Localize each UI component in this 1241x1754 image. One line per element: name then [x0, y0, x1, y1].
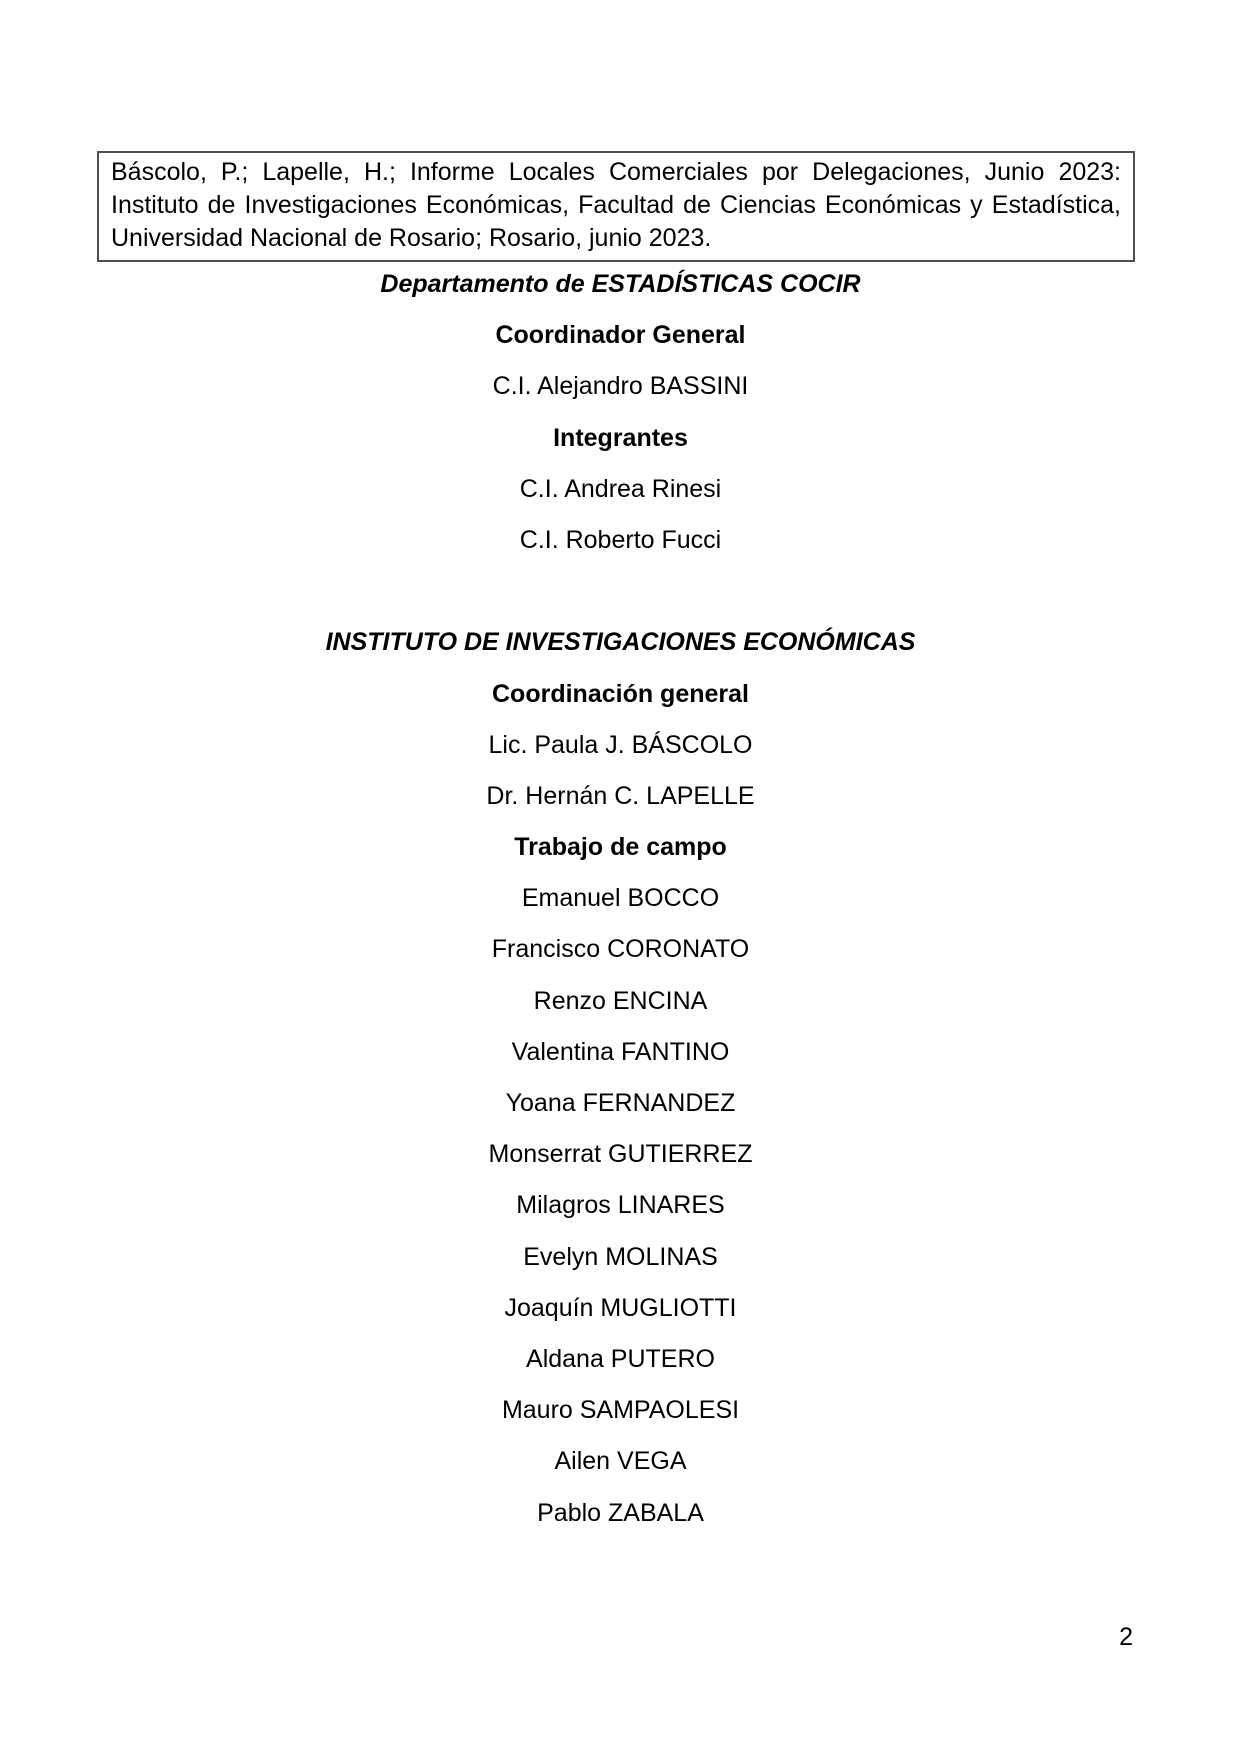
page-number: 2	[1119, 1623, 1133, 1651]
coordinator-general-heading: Coordinador General	[495, 321, 746, 350]
team-member-name: Evelyn MOLINAS	[523, 1242, 718, 1271]
member-name: C.I. Roberto Fucci	[519, 525, 722, 554]
institute-coordinator-name: Dr. Hernán C. LAPELLE	[486, 781, 755, 810]
trabajo-de-campo-heading: Trabajo de campo	[514, 833, 727, 862]
team-member-name: Mauro SAMPAOLESI	[501, 1396, 740, 1425]
team-member-name: Yoana FERNANDEZ	[505, 1089, 736, 1117]
member-name: C.I. Andrea Rinesi	[519, 474, 722, 503]
team-member-name: Aldana PUTERO	[526, 1344, 715, 1373]
team-member-name: Monserrat GUTIERREZ	[488, 1140, 753, 1169]
team-member-name: Milagros LINARES	[516, 1191, 725, 1220]
team-member-name: Valentina FANTINO	[511, 1037, 730, 1066]
document-body	[0, 259, 1241, 1539]
team-member-name: Francisco CORONATO	[491, 935, 750, 964]
department-title: Departamento de ESTADÍSTICAS COCIR	[380, 270, 861, 298]
blank-line	[0, 566, 1241, 617]
citation-box	[97, 151, 1135, 262]
team-member-name: Renzo ENCINA	[533, 986, 708, 1015]
team-member-name: Emanuel BOCCO	[521, 884, 720, 913]
coordinator-general-name: C.I. Alejandro BASSINI	[492, 372, 749, 401]
institute-title: INSTITUTO DE INVESTIGACIONES ECONÓMICAS	[325, 628, 916, 657]
team-member-name: Ailen VEGA	[554, 1447, 687, 1476]
coordinacion-general-heading: Coordinación general	[492, 679, 749, 708]
team-member-name: Pablo ZABALA	[537, 1498, 704, 1527]
integrantes-heading: Integrantes	[553, 423, 688, 452]
citation-text: Báscolo, P.; Lapelle, H.; Informe Locales Comerciales por Delegaciones, Junio 2023: Instituto de Investigaciones Económicas, Facultad de Ciencias Económicas y Estadística, Universidad Nacional de Rosario; Rosario, junio 2023.	[111, 158, 1121, 252]
team-member-name: Joaquín MUGLIOTTI	[504, 1293, 737, 1322]
institute-coordinator-name: Lic. Paula J. BÁSCOLO	[488, 730, 753, 759]
